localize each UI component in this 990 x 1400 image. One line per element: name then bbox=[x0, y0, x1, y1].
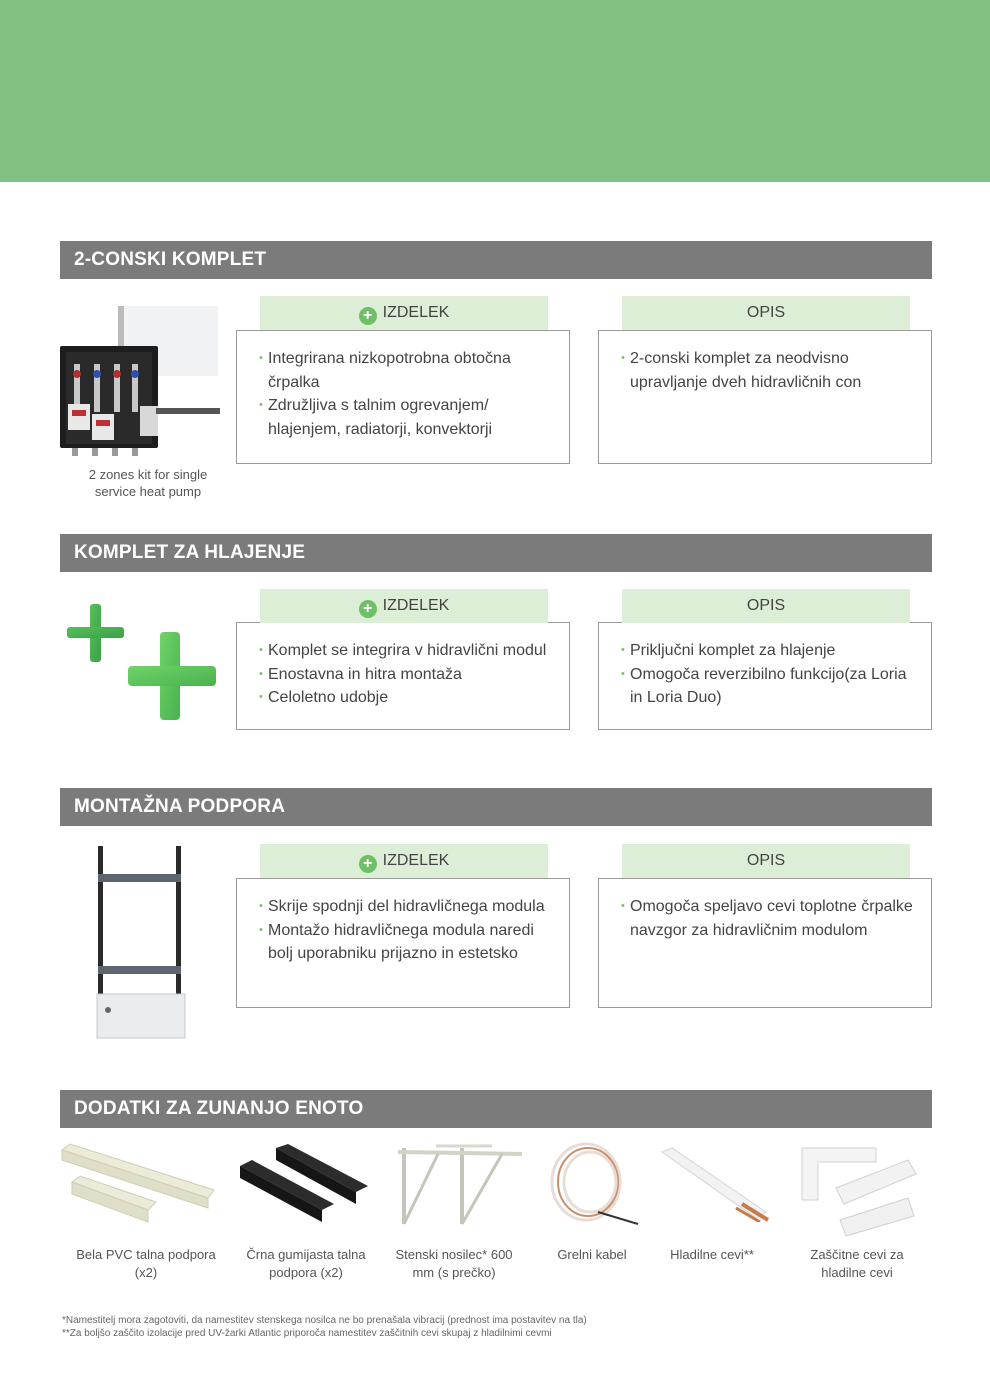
tab-label: OPIS bbox=[746, 852, 786, 869]
footnote: *Namestitelj mora zagotoviti, da namestitev stenskega nosilca ne bo prenašala vibracij (prednost ima postavitev na tla) bbox=[62, 1315, 587, 1326]
tab-description bbox=[622, 589, 910, 623]
black-rubber-support-image bbox=[236, 1142, 372, 1226]
footnote: **Za boljšo zaščito izolacije pred UV-žarki Atlantic priporoča namestitev zaščitnih cevi skupaj z hladilnimi cevmi bbox=[62, 1328, 552, 1339]
accessory-label: Bela PVC talna podpora (x2) bbox=[76, 1247, 216, 1280]
green-plus-icon bbox=[64, 602, 220, 724]
product-box bbox=[236, 330, 570, 464]
description-item: • Priključni komplet za hlajenje bbox=[621, 639, 921, 663]
tab-description bbox=[622, 296, 910, 330]
product-box bbox=[236, 622, 570, 730]
heating-cable-image bbox=[548, 1138, 644, 1232]
product-item: • Skrije spodnji del hidravličnega modula bbox=[259, 895, 559, 919]
accessory-label: Hladilne cevi** bbox=[670, 1247, 754, 1262]
tab-product bbox=[260, 844, 548, 878]
section-header-cooling-kit: KOMPLET ZA HLAJENJE bbox=[60, 534, 932, 572]
accessory-label: Zaščitne cevi za hladilne cevi bbox=[810, 1247, 904, 1280]
section-header-2-zone-kit: 2-CONSKI KOMPLET bbox=[60, 241, 932, 279]
product-item: • Komplet se integrira v hidravlični modul bbox=[259, 639, 559, 663]
description-item: • 2-conski komplet za neodvisno upravljanje dveh hidravličnih con bbox=[621, 347, 921, 394]
description-item: • Omogoča speljavo cevi toplotne črpalke navzgor za hidravličnim modulom bbox=[621, 895, 921, 942]
tab-label: OPIS bbox=[746, 304, 786, 321]
plus-icon: + bbox=[359, 600, 377, 618]
tab-product bbox=[260, 589, 548, 623]
plus-icon: + bbox=[359, 307, 377, 325]
plus-icon: + bbox=[359, 855, 377, 873]
white-pvc-support-image bbox=[60, 1142, 220, 1226]
image-caption: 2 zones kit for single service heat pump bbox=[88, 467, 208, 499]
accessory-label: Črna gumijasta talna podpora (x2) bbox=[246, 1247, 366, 1280]
product-item: • Enostavna in hitra montaža bbox=[259, 663, 559, 687]
refrigerant-pipes-image bbox=[660, 1146, 772, 1222]
tab-label: IZDELEK bbox=[382, 597, 450, 614]
two-zone-kit-image bbox=[60, 306, 222, 456]
description-box bbox=[598, 878, 932, 1008]
section-header-outdoor-accessories: DODATKI ZA ZUNANJO ENOTO bbox=[60, 1090, 932, 1128]
wall-bracket-image bbox=[392, 1140, 528, 1232]
description-box bbox=[598, 622, 932, 730]
tab-description bbox=[622, 844, 910, 878]
product-item: • Montažo hidravličnega modula naredi bolj uporabniku prijazno in estetsko bbox=[259, 919, 559, 966]
protective-ducts-image bbox=[796, 1140, 920, 1240]
section-header-mounting-support: MONTAŽNA PODPORA bbox=[60, 788, 932, 826]
product-item: • Integrirana nizkopotrobna obtočna črpalka bbox=[259, 347, 559, 394]
tab-product bbox=[260, 296, 548, 330]
description-item: • Omogoča reverzibilno funkcijo(za Loria in Loria Duo) bbox=[621, 663, 921, 710]
accessory-label: Stenski nosilec* 600 mm (s prečko) bbox=[395, 1247, 513, 1280]
accessory-label: Grelni kabel bbox=[557, 1247, 627, 1262]
tab-label: IZDELEK bbox=[382, 304, 450, 321]
description-box bbox=[598, 330, 932, 464]
top-banner bbox=[0, 0, 990, 182]
tab-label: IZDELEK bbox=[382, 852, 450, 869]
product-item: • Celoletno udobje bbox=[259, 686, 559, 710]
tab-label: OPIS bbox=[746, 597, 786, 614]
product-box bbox=[236, 878, 570, 1008]
product-item: • Združljiva s talnim ogrevanjem/ hlajenjem, radiatorji, konvektorji bbox=[259, 394, 559, 441]
mounting-frame-image bbox=[96, 846, 188, 1042]
